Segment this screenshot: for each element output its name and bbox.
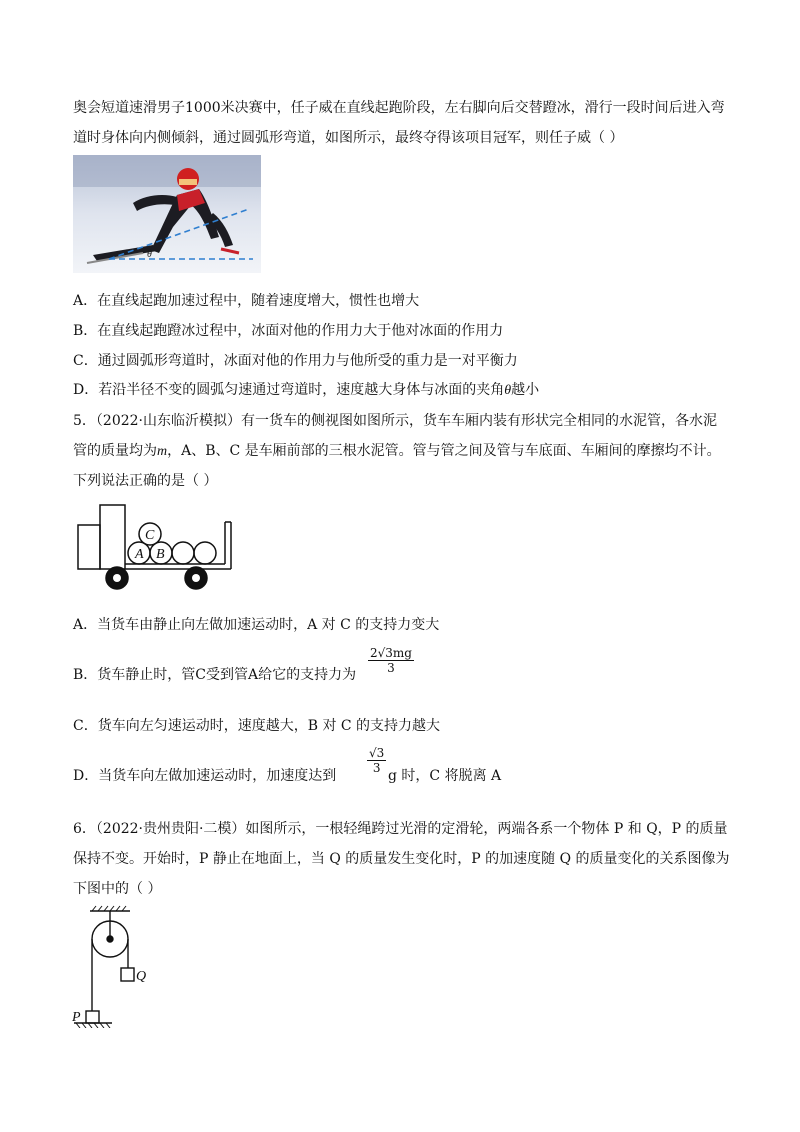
q-label: Q bbox=[136, 969, 147, 984]
q5-option-d-fraction bbox=[367, 746, 386, 775]
q5-option-a: A．当货车由静止向左做加速运动时，A 对 C 的支持力变大 bbox=[73, 617, 440, 633]
q6-stem-line2: 保持不变。开始时，P 静止在地面上，当 Q 的质量发生变化时，P 的加速度随 Q 的质量变化的关系图像为 bbox=[73, 851, 730, 867]
q5-option-b-fraction bbox=[368, 646, 414, 675]
q4-option-c: C．通过圆弧形弯道时，冰面对他的作用力与他所受的重力是一对平衡力 bbox=[73, 353, 518, 369]
mass-symbol: m bbox=[157, 444, 168, 459]
q4-stem-line1: 奥会短道速滑男子1000米决赛中，任子威在直线起跑阶段，左右脚向后交替蹬冰，滑行一段时间后进入弯 bbox=[73, 100, 725, 116]
q5-option-d-pre: D．当货车向左做加速运动时，加速度达到 bbox=[73, 768, 337, 784]
q5-stem-line2-post: ，A、B、C 是车厢前部的三根水泥管。管与管之间及管与车底面、车厢间的摩擦均不计。 bbox=[167, 443, 721, 459]
pipe-b-label: B bbox=[156, 547, 165, 562]
truck-diagram bbox=[73, 500, 238, 595]
q5-stem-line2-pre: 管的质量均为 bbox=[73, 443, 157, 459]
skater-photo bbox=[73, 155, 261, 273]
q4-option-d bbox=[73, 381, 539, 400]
q4-option-a: A．在直线起跑加速过程中，随着速度增大，惯性也增大 bbox=[73, 293, 420, 309]
fraction-denominator: 3 bbox=[372, 761, 381, 775]
q4-option-d-end: 越小 bbox=[511, 382, 540, 398]
q6-stem-line3: 下图中的（ ） bbox=[73, 881, 162, 897]
fraction-numerator: 2√3mg bbox=[370, 646, 412, 660]
q5-stem-line3: 下列说法正确的是（ ） bbox=[73, 473, 218, 489]
fraction-denominator: 3 bbox=[387, 661, 395, 675]
q5-option-d-post: g 时，C 将脱离 A bbox=[388, 768, 502, 784]
q5-option-b: B．货车静止时，管C受到管A给它的支持力为 bbox=[73, 667, 357, 683]
pipe-a-label: A bbox=[135, 547, 144, 562]
q4-option-d-text: D．若沿半径不变的圆弧匀速通过弯道时，速度越大身体与冰面的夹角 bbox=[73, 382, 505, 398]
theta-symbol: θ bbox=[504, 383, 512, 398]
pulley-diagram bbox=[70, 903, 155, 1028]
fraction-numerator: √3 bbox=[369, 746, 385, 760]
q5-stem-line1: 5．（2022·山东临沂模拟）有一货车的侧视图如图所示，货车车厢内装有形状完全相同的水泥管，各水泥 bbox=[73, 413, 717, 429]
q6-stem-line1: 6．（2022·贵州贵阳·二模）如图所示，一根轻绳跨过光滑的定滑轮，两端各系一个物体 P 和 Q，P 的质量 bbox=[73, 821, 728, 837]
theta-label: θ bbox=[147, 249, 152, 260]
q5-stem-line2 bbox=[73, 442, 721, 461]
q5-option-c: C．货车向左匀速运动时，速度越大，B 对 C 的支持力越大 bbox=[73, 718, 441, 734]
q4-option-b: B．在直线起跑蹬冰过程中，冰面对他的作用力大于他对冰面的作用力 bbox=[73, 323, 504, 339]
q4-stem-line2: 道时身体向内侧倾斜，通过圆弧形弯道，如图所示，最终夺得该项目冠军，则任子威（ ） bbox=[73, 130, 624, 146]
p-label: P bbox=[72, 1010, 81, 1025]
pipe-c-label: C bbox=[145, 528, 155, 543]
